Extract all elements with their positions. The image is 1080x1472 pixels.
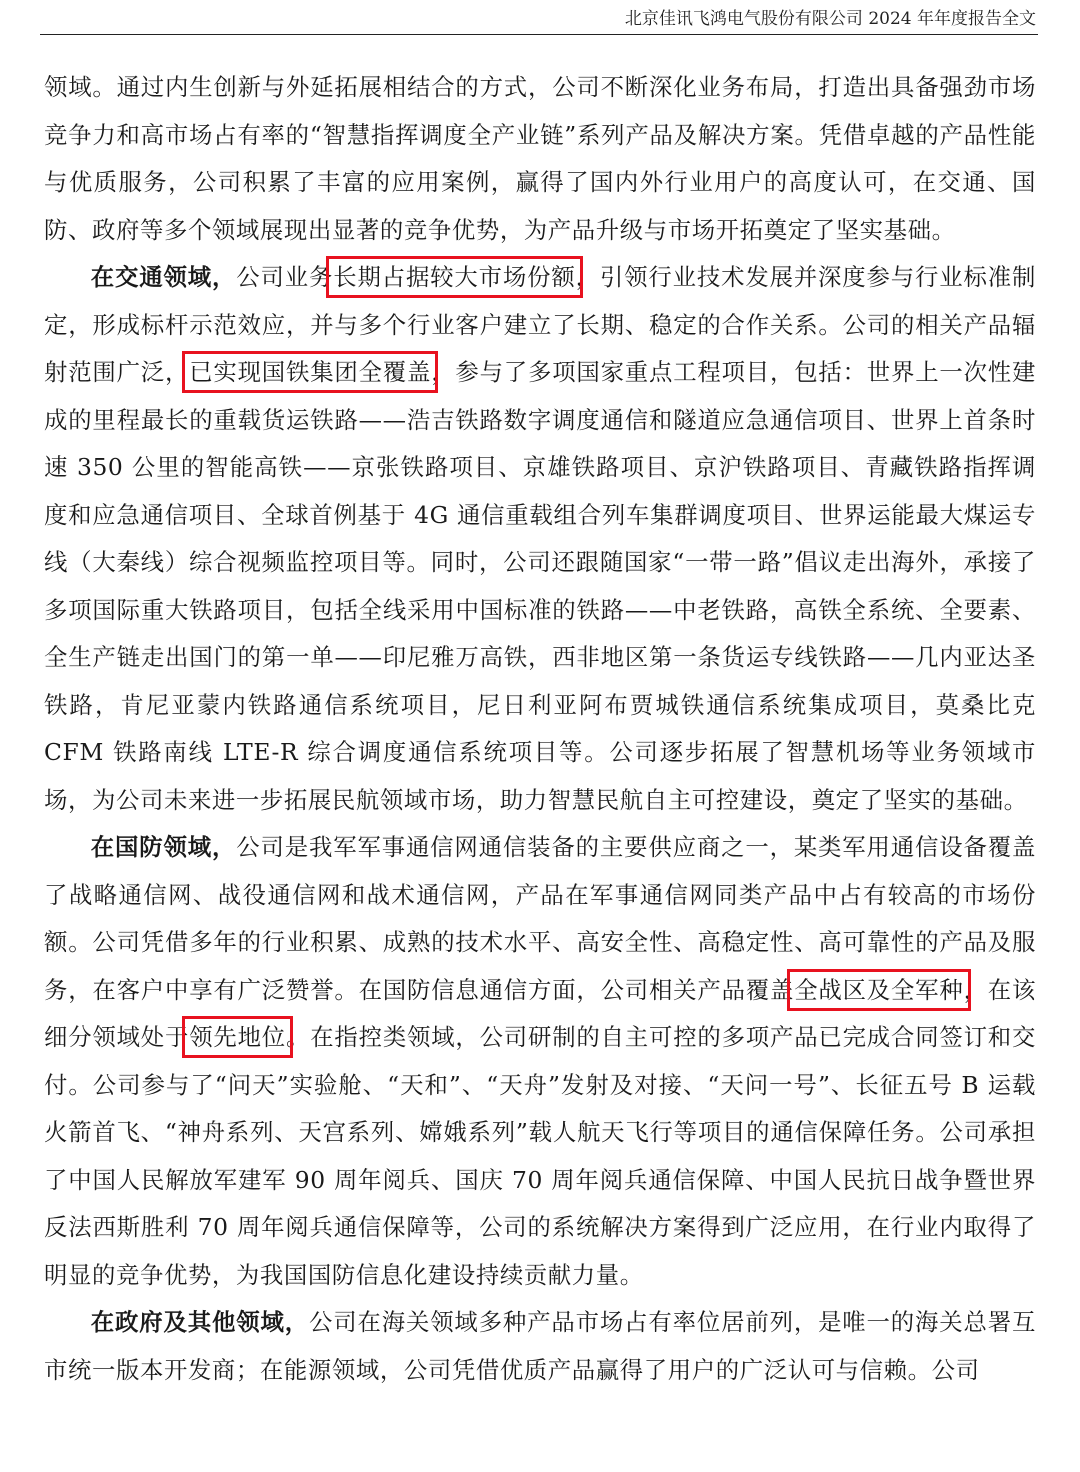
report-title: 北京佳讯飞鸿电气股份有限公司 2024 年年度报告全文 — [624, 9, 1036, 29]
defense-heading: 在国防领域， — [90, 833, 237, 861]
highlight-full-coverage: 已实现国铁集团全覆盖 — [189, 358, 432, 386]
highlight-all-theaters: 全战区及全军种 — [794, 975, 964, 1004]
government-paragraph — [44, 1299, 1036, 1394]
document-body — [44, 64, 1036, 1394]
defense-text-3: 。在指控类领域，公司研制的自主可控的多项产品已完成合同签订和交付。公司参与了“问天”实验舱、“天和”、“天舟”发射及对接、“天问一号”、长征五号 B 运载火箭首飞、“神舟系列、天宫系列、嫦娥系列”载人航天飞行等项目的通信保障任务。公司承担了中国人民解放军建军 90 周年阅兵、国庆 70 周年阅兵通信保障、中国人民抗日战争暨世界反法西斯胜利 70 周年阅兵通信保障等，公司的系统解决方案得到广泛应用，在行业内取得了明显的竞争优势，为我国国防信息化建设持续贡献力量。 — [44, 1023, 1036, 1289]
intro-paragraph — [44, 64, 1036, 254]
intro-text: 领域。通过内生创新与外延拓展相结合的方式，公司不断深化业务布局，打造出具备强劲市场竞争力和高市场占有率的“智慧指挥调度全产业链”系列产品及解决方案。凭借卓越的产品性能与优质服务，公司积累了丰富的应用案例，赢得了国内外行业用户的高度认可，在交通、国防、政府等多个领域展现出显著的竞争优势，为产品升级与市场开拓奠定了坚实基础。 — [44, 73, 1036, 244]
defense-text-2: ，在该细分领域处于 — [44, 975, 1036, 1051]
transport-heading: 在交通领域， — [90, 263, 237, 291]
government-text-1: 公司在海关领域多种产品市场占有率位居前列，是唯一的海关总署互市统一版本开发商；在能源领域，公司凭借优质产品赢得了用户的广泛认可与信赖。公司 — [44, 1308, 1036, 1384]
transport-text-1: 公司业务 — [236, 263, 334, 291]
report-header — [40, 0, 1038, 35]
defense-paragraph — [44, 824, 1036, 1299]
transport-text-3: ，参与了多项国家重点工程项目，包括：世界上一次性建成的里程最长的重载货运铁路——浩吉铁路数字调度通信和隧道应急通信项目、世界上首条时速 350 公里的智能高铁——京张铁路项目、京雄铁路项目、京沪铁路项目、青藏铁路指挥调度和应急通信项目、全球首例基于 4G 通信重载组合列车集群调度项目、世界运能最大煤运专线（大秦线）综合视频监控项目等。同时，公司还跟随国家“一带一路”倡议走出海外，承接了多项国际重大铁路项目，包括全线采用中国标准的铁路——中老铁路，高铁全系统、全要素、全生产链走出国门的第一单——印尼雅万高铁，西非地区第一条货运专线铁路——几内亚达圣铁路，肯尼亚蒙内铁路通信系统项目，尼日利亚阿布贾城铁通信系统集成项目，莫桑比克 CFM 铁路南线 LTE-R 综合调度通信系统项目等。公司逐步拓展了智慧机场等业务领域市场，为公司未来进一步拓展民航领域市场，助力智慧民航自主可控建设，奠定了坚实的基础。 — [44, 358, 1036, 814]
transport-text-2: ，引领行业技术发展并深度参与行业标准制定，形成标杆示范效应，并与多个行业客户建立了长期、稳定的合作关系。公司的相关产品辐射范围广泛， — [44, 263, 1036, 386]
government-heading: 在政府及其他领域， — [90, 1308, 309, 1336]
transport-paragraph — [44, 254, 1036, 824]
highlight-leading-position: 领先地位 — [189, 1023, 287, 1051]
defense-text-1: 公司是我军军事通信网通信装备的主要供应商之一，某类军用通信设备覆盖了战略通信网、战役通信网和战术通信网，产品在军事通信网同类产品中占有较高的市场份额。公司凭借多年的行业积累、成熟的技术水平、高安全性、高稳定性、高可靠性的产品及服务，在客户中享有广泛赞誉。在国防信息通信方面，公司相关产品覆盖 — [44, 833, 1036, 1004]
highlight-market-share: 长期占据较大市场份额 — [333, 263, 576, 291]
